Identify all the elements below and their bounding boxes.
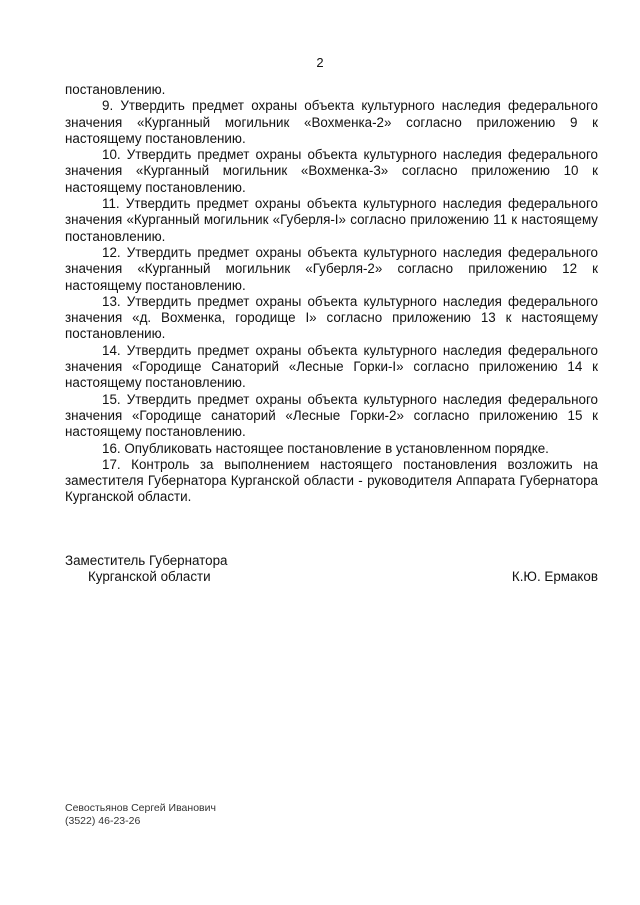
- paragraph-item-16: 16. Опубликовать настоящее постановление в установленном порядке.: [102, 440, 549, 456]
- signature-block: [65, 553, 598, 586]
- signatory-title-line2: Курганской области: [88, 569, 211, 585]
- paragraph-item-13: 13. Утвердить предмет охраны объекта культурного наследия федерального значения «д. Вохменка, городище I» согласно приложению 13 к настоящему постановлению.: [65, 293, 598, 342]
- paragraph-item-14: 14. Утвердить предмет охраны объекта культурного наследия федерального значения «Городище Санаторий «Лесные Горки-I» согласно приложению 14 к настоящему постановлению.: [65, 342, 598, 391]
- executor-name: Севостьянов Сергей Иванович: [65, 802, 216, 814]
- paragraph-item-11: 11. Утвердить предмет охраны объекта культурного наследия федерального значения «Курганный могильник «Губерля-I» согласно приложению 11 к настоящему постановлению.: [65, 196, 598, 244]
- executor-contact: [65, 802, 216, 828]
- paragraph-item-17: 17. Контроль за выполнением настоящего постановления возложить на заместителя Губернатора Курганской области - руководителя Аппарата Губернатора Курганской области.: [65, 456, 598, 505]
- executor-phone: (3522) 46-23-26: [65, 815, 141, 827]
- signatory-title-line1: Заместитель Губернатора: [65, 553, 228, 568]
- document-body: [65, 82, 598, 506]
- paragraph-item-15: 15. Утвердить предмет охраны объекта культурного наследия федерального значения «Городище санаторий «Лесные Горки-2» согласно приложению 15 к настоящему постановлению.: [65, 391, 598, 440]
- paragraph-item-12: 12. Утвердить предмет охраны объекта культурного наследия федерального значения «Курганный могильник «Губерля-2» согласно приложению 12 к настоящему постановлению.: [65, 244, 598, 293]
- paragraph-item-10: 10. Утвердить предмет охраны объекта культурного наследия федерального значения «Курганный могильник «Вохменка-3» согласно приложению 10 к настоящему постановлению.: [65, 147, 598, 195]
- paragraph-item-9: 9. Утвердить предмет охраны объекта культурного наследия федерального значения «Курганный могильник «Вохменка-2» согласно приложению 9 к настоящему постановлению.: [65, 98, 598, 146]
- paragraph-continuation: постановлению.: [65, 82, 166, 97]
- signature-row: [65, 569, 598, 585]
- signatory-name: К.Ю. Ермаков: [511, 569, 598, 585]
- page-number: 2: [316, 55, 324, 70]
